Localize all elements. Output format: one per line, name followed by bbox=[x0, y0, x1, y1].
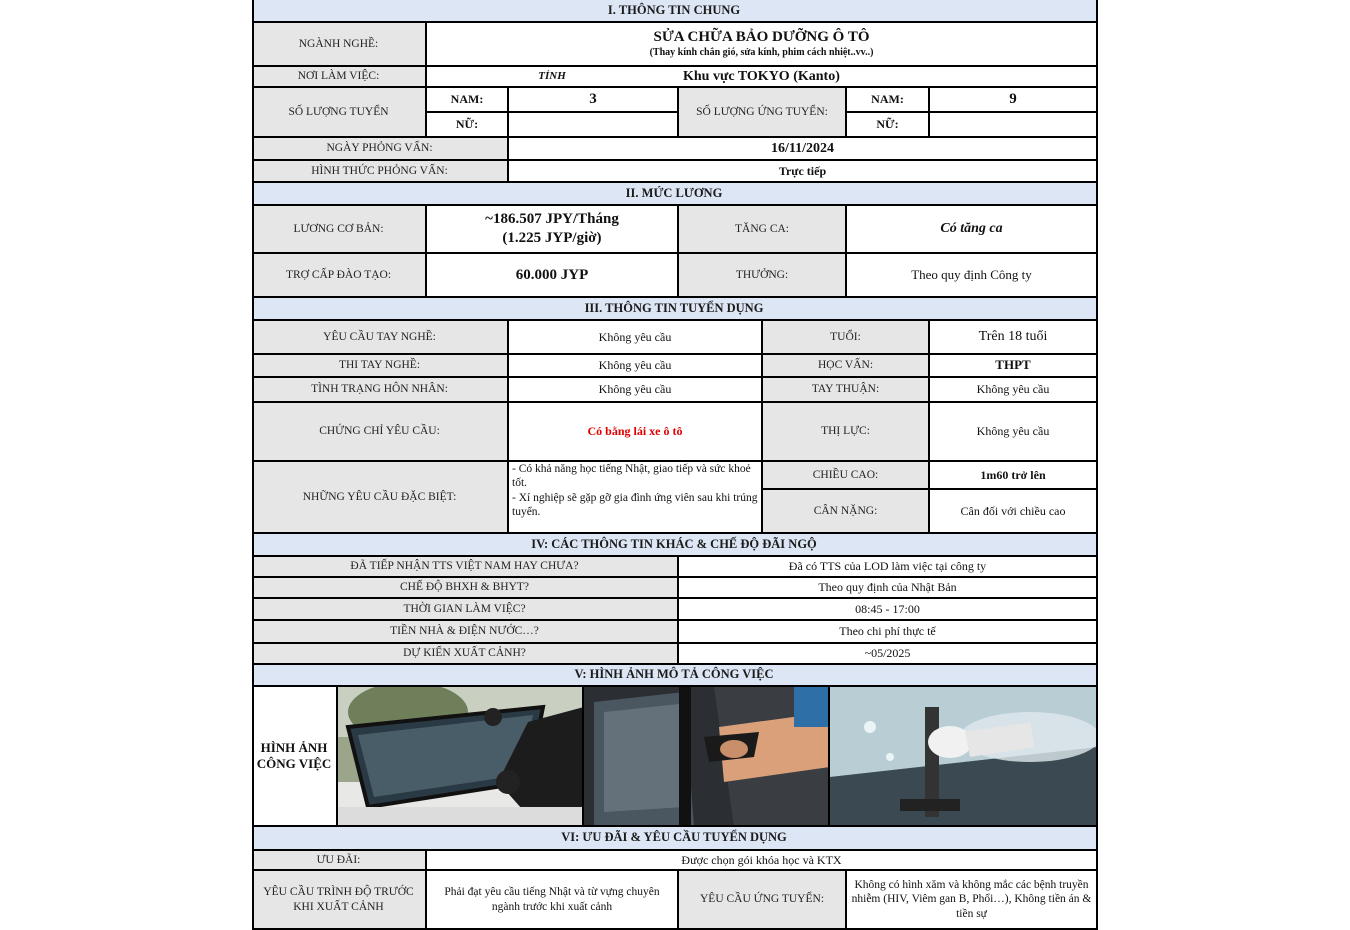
industry-label: NGÀNH NGHỀ: bbox=[252, 23, 427, 67]
section-images-header: V: HÌNH ẢNH MÔ TẢ CÔNG VIỆC bbox=[252, 665, 1098, 687]
recruit-male-label: NAM: bbox=[427, 88, 509, 113]
training-allowance-label: TRỢ CẤP ĐÀO TẠO: bbox=[252, 254, 427, 298]
education-value: THPT bbox=[930, 355, 1098, 378]
apply-requirement-value: Không có hình xăm và không mắc các bệnh truyền nhiễm (HIV, Viêm gan B, Phổi…), Không tiền án & tiền sự bbox=[847, 871, 1098, 930]
vision-label: THỊ LỰC: bbox=[763, 403, 930, 462]
work-photo-squeegee bbox=[830, 687, 1098, 827]
vision-value: Không yêu cầu bbox=[930, 403, 1098, 462]
apply-male-label: NAM: bbox=[847, 88, 930, 113]
bonus-value: Theo quy định Công ty bbox=[847, 254, 1098, 298]
recruit-female-value bbox=[509, 113, 679, 138]
industry-value-cell bbox=[427, 23, 1098, 67]
apply-requirement-label: YÊU CẦU ỨNG TUYỂN: bbox=[679, 871, 847, 930]
weight-label: CÂN NẶNG: bbox=[763, 490, 930, 534]
interview-date-label: NGÀY PHỎNG VẤN: bbox=[252, 138, 509, 161]
section-recruit-header: III. THÔNG TIN TUYỂN DỤNG bbox=[252, 298, 1098, 321]
interview-form-value: Trực tiếp bbox=[509, 161, 1098, 183]
apply-male-value: 9 bbox=[930, 88, 1098, 113]
section-other-header: IV: CÁC THÔNG TIN KHÁC & CHẾ ĐỘ ĐÃI NGỘ bbox=[252, 534, 1098, 557]
age-label: TUỔI: bbox=[763, 321, 930, 355]
pre-departure-level-label: YÊU CẦU TRÌNH ĐỘ TRƯỚC KHI XUẤT CẢNH bbox=[252, 871, 427, 930]
special-req-2: - Xí nghiệp sẽ gặp gỡ gia đình ứng viên sau khi trúng tuyển. bbox=[512, 491, 758, 519]
recruit-female-label: NỮ: bbox=[427, 113, 509, 138]
certificate-value: Có bằng lái xe ô tô bbox=[509, 403, 763, 462]
age-value: Trên 18 tuổi bbox=[930, 321, 1098, 355]
marital-label: TÌNH TRẠNG HÔN NHÂN: bbox=[252, 378, 509, 403]
side-window-repair-illustration bbox=[584, 687, 830, 827]
pre-departure-level-value: Phải đạt yêu cầu tiếng Nhật và từ vựng chuyên ngành trước khi xuất cảnh bbox=[427, 871, 679, 930]
skill-test-value: Không yêu cầu bbox=[509, 355, 763, 378]
recruit-male-value: 3 bbox=[509, 88, 679, 113]
base-salary-label: LƯƠNG CƠ BẢN: bbox=[252, 206, 427, 254]
other-a1: Đã có TTS của LOD làm việc tại công ty bbox=[679, 557, 1098, 578]
section-salary-header: II. MỨC LƯƠNG bbox=[252, 183, 1098, 206]
industry-note: (Thay kính chắn gió, sửa kính, phim cách nhiệt..vv..) bbox=[649, 47, 874, 59]
bonus-label: THƯỞNG: bbox=[679, 254, 847, 298]
apply-quantity-label: SỐ LƯỢNG ỨNG TUYỂN: bbox=[679, 88, 847, 138]
skill-test-label: THI TAY NGHỀ: bbox=[252, 355, 509, 378]
special-req-1: - Có khả năng học tiếng Nhật, giao tiếp và sức khoẻ tốt. bbox=[512, 463, 751, 490]
apply-female-value bbox=[930, 113, 1098, 138]
interview-date-value: 16/11/2024 bbox=[509, 138, 1098, 161]
other-a4: Theo chi phí thực tế bbox=[679, 621, 1098, 644]
squeegee-cleaning-illustration bbox=[830, 687, 1098, 827]
interview-form-label: HÌNH THỨC PHỎNG VẤN: bbox=[252, 161, 509, 183]
special-req-label: NHỮNG YÊU CẦU ĐẶC BIỆT: bbox=[252, 462, 509, 534]
windshield-install-illustration bbox=[338, 687, 584, 827]
other-q1: ĐÃ TIẾP NHẬN TTS VIỆT NAM HAY CHƯA? bbox=[252, 557, 679, 578]
base-salary-value: ~186.507 JPY/Tháng bbox=[485, 211, 619, 228]
training-allowance-value: 60.000 JYP bbox=[427, 254, 679, 298]
perk-value: Được chọn gói khóa học và KTX bbox=[427, 851, 1098, 871]
work-photo-side-window bbox=[584, 687, 830, 827]
industry-value: SỬA CHỮA BẢO DƯỠNG Ô TÔ bbox=[653, 29, 870, 46]
sheet-left-border bbox=[252, 0, 254, 930]
weight-value: Cân đối với chiều cao bbox=[930, 490, 1098, 534]
other-a2: Theo quy định của Nhật Bản bbox=[679, 578, 1098, 599]
other-q5: DỰ KIẾN XUẤT CẢNH? bbox=[252, 644, 679, 665]
section-general-header: I. THÔNG TIN CHUNG bbox=[252, 0, 1098, 23]
other-a3: 08:45 - 17:00 bbox=[679, 599, 1098, 621]
apply-female-label: NỮ: bbox=[847, 113, 930, 138]
other-q4: TIỀN NHÀ & ĐIỆN NƯỚC…? bbox=[252, 621, 679, 644]
height-label: CHIỀU CAO: bbox=[763, 462, 930, 490]
province-label: TỈNH bbox=[427, 67, 677, 88]
section-benefits-header: VI: ƯU ĐÃI & YÊU CẦU TUYỂN DỤNG bbox=[252, 827, 1098, 851]
other-q2: CHẾ ĐỘ BHXH & BHYT? bbox=[252, 578, 679, 599]
marital-value: Không yêu cầu bbox=[509, 378, 763, 403]
base-salary-hourly: (1.225 JYP/giờ) bbox=[502, 230, 602, 246]
dominant-hand-label: TAY THUẬN: bbox=[763, 378, 930, 403]
education-label: HỌC VẤN: bbox=[763, 355, 930, 378]
recruitment-sheet bbox=[252, 0, 1098, 930]
other-a5: ~05/2025 bbox=[679, 644, 1098, 665]
work-photo-windshield bbox=[338, 687, 584, 827]
skill-req-label: YÊU CẦU TAY NGHỀ: bbox=[252, 321, 509, 355]
skill-req-value: Không yêu cầu bbox=[509, 321, 763, 355]
other-q3: THỜI GIAN LÀM VIỆC? bbox=[252, 599, 679, 621]
dominant-hand-value: Không yêu cầu bbox=[930, 378, 1098, 403]
special-req-cell bbox=[509, 462, 763, 534]
certificate-label: CHỨNG CHỈ YÊU CẦU: bbox=[252, 403, 509, 462]
images-label: HÌNH ẢNH CÔNG VIỆC bbox=[252, 687, 338, 827]
workplace-value: Khu vực TOKYO (Kanto) bbox=[677, 67, 1098, 88]
workplace-label: NƠI LÀM VIỆC: bbox=[252, 67, 427, 88]
overtime-value: Có tăng ca bbox=[847, 206, 1098, 254]
overtime-label: TĂNG CA: bbox=[679, 206, 847, 254]
base-salary-cell bbox=[427, 206, 679, 254]
perk-label: ƯU ĐÃI: bbox=[252, 851, 427, 871]
recruit-quantity-label: SỐ LƯỢNG TUYỂN bbox=[252, 88, 427, 138]
height-value: 1m60 trở lên bbox=[930, 462, 1098, 490]
